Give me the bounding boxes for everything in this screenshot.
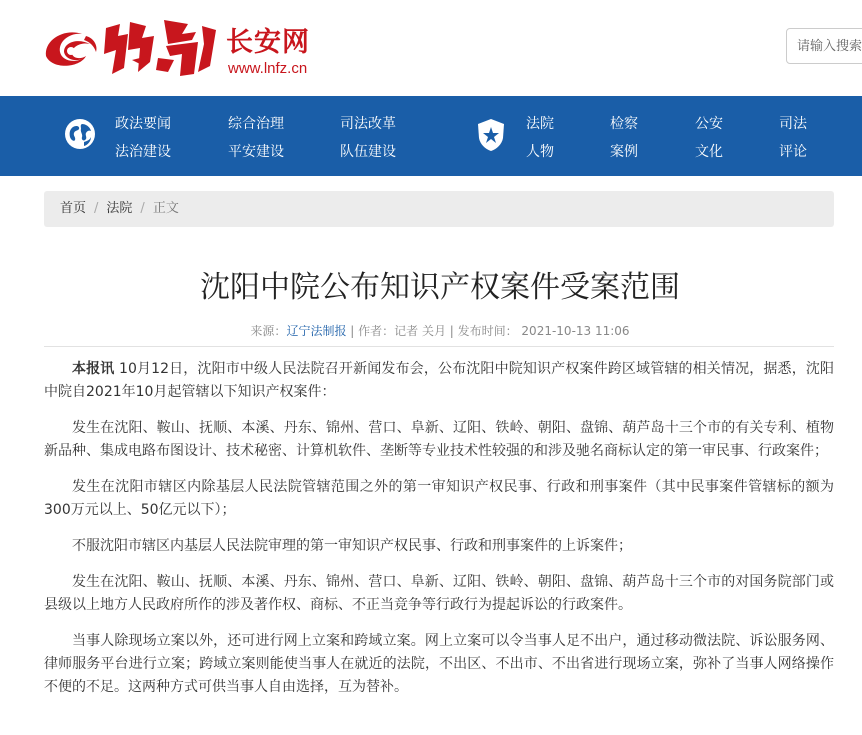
site-logo[interactable] bbox=[42, 14, 312, 84]
breadcrumb-current: 正文 bbox=[152, 201, 179, 216]
breadcrumb-separator: / bbox=[94, 201, 99, 216]
nav-item-culture[interactable]: 文化 bbox=[695, 144, 723, 160]
nav-item-politics-news[interactable]: 政法要闻 bbox=[115, 116, 171, 132]
nav-item-judicial-reform[interactable]: 司法改革 bbox=[340, 116, 396, 132]
meta-divider bbox=[44, 346, 834, 347]
nav-item-justice[interactable]: 司法 bbox=[779, 116, 807, 132]
globe-icon bbox=[64, 118, 96, 150]
article-paragraph bbox=[44, 358, 834, 404]
article-paragraph: 发生在沈阳、鞍山、抚顺、本溪、丹东、锦州、营口、阜新、辽阳、铁岭、朝阳、盘锦、葫芦岛十三个市的对国务院部门或县级以上地方人民政府所作的涉及著作权、商标、不正当竞争等行政行为提起诉讼的行政案件。 bbox=[44, 574, 834, 613]
nav-item-cases[interactable]: 案例 bbox=[610, 144, 638, 160]
article-body bbox=[44, 358, 834, 712]
logo-swirl-icon bbox=[42, 26, 100, 70]
breadcrumb bbox=[44, 191, 834, 227]
article-title: 沈阳中院公布知识产权案件受案范围 bbox=[200, 270, 680, 305]
nav-item-peace-building[interactable]: 平安建设 bbox=[228, 144, 284, 160]
meta-source-label: 来源： bbox=[250, 324, 287, 338]
article-paragraph: 不服沈阳市辖区内基层人民法院审理的第一审知识产权民事、行政和刑事案件的上诉案件； bbox=[72, 538, 632, 554]
nav-item-people[interactable]: 人物 bbox=[526, 144, 554, 160]
nav-item-team-building[interactable]: 队伍建设 bbox=[340, 144, 396, 160]
logo-site-url: www.lnfz.cn bbox=[228, 60, 308, 77]
breadcrumb-home[interactable]: 首页 bbox=[60, 201, 87, 216]
nav-item-procuratorate[interactable]: 检察 bbox=[610, 116, 638, 132]
article-paragraph: 发生在沈阳市辖区内除基层人民法院管辖范围之外的第一审知识产权民事、行政和刑事案件（其中民事案件管辖标的额为300万元以上、50亿元以下）； bbox=[44, 479, 834, 518]
nav-item-rule-of-law[interactable]: 法治建设 bbox=[115, 144, 171, 160]
breadcrumb-separator: / bbox=[140, 201, 145, 216]
search-input[interactable] bbox=[786, 28, 862, 64]
nav-item-commentary[interactable]: 评论 bbox=[779, 144, 807, 160]
meta-author-date: | 作者：记者 关月 | 发布时间： 2021-10-13 11:06 bbox=[346, 324, 630, 338]
site-header bbox=[0, 0, 862, 96]
nav-item-court[interactable]: 法院 bbox=[526, 116, 554, 132]
meta-source-link[interactable]: 辽宁法制报 bbox=[286, 324, 347, 338]
police-badge-icon bbox=[476, 118, 506, 152]
article-paragraph: 当事人除现场立案以外，还可进行网上立案和跨域立案。网上立案可以令当事人足不出户，通过移动微法院、诉讼服务网、律师服务平台进行立案；跨域立案则能使当事人在就近的法院，不出区、不出市、不出省进行现场立案，弥补了当事人网络操作不便的不足。这两种方式可供当事人自由选择，互为替补。 bbox=[44, 633, 834, 695]
article-meta bbox=[0, 322, 862, 339]
breadcrumb-section[interactable]: 法院 bbox=[106, 201, 133, 216]
logo-calligraphy bbox=[98, 16, 222, 78]
article-lead: 本报讯 bbox=[72, 361, 115, 377]
nav-item-public-security[interactable]: 公安 bbox=[695, 116, 723, 132]
logo-site-name: 长安网 bbox=[226, 27, 310, 58]
article-paragraph: 发生在沈阳、鞍山、抚顺、本溪、丹东、锦州、营口、阜新、辽阳、铁岭、朝阳、盘锦、葫芦岛十三个市的有关专利、植物新品种、集成电路布图设计、技术秘密、计算机软件、垄断等专业技术性较强的和涉及驰名商标认定的第一审民事、行政案件； bbox=[44, 420, 834, 459]
main-nav bbox=[0, 96, 862, 176]
article-paragraph-text: 10月12日，沈阳市中级人民法院召开新闻发布会，公布沈阳中院知识产权案件跨区域管辖的相关情况，据悉，沈阳中院自2021年10月起管辖以下知识产权案件： bbox=[44, 361, 835, 400]
nav-item-comprehensive-governance[interactable]: 综合治理 bbox=[228, 116, 284, 132]
